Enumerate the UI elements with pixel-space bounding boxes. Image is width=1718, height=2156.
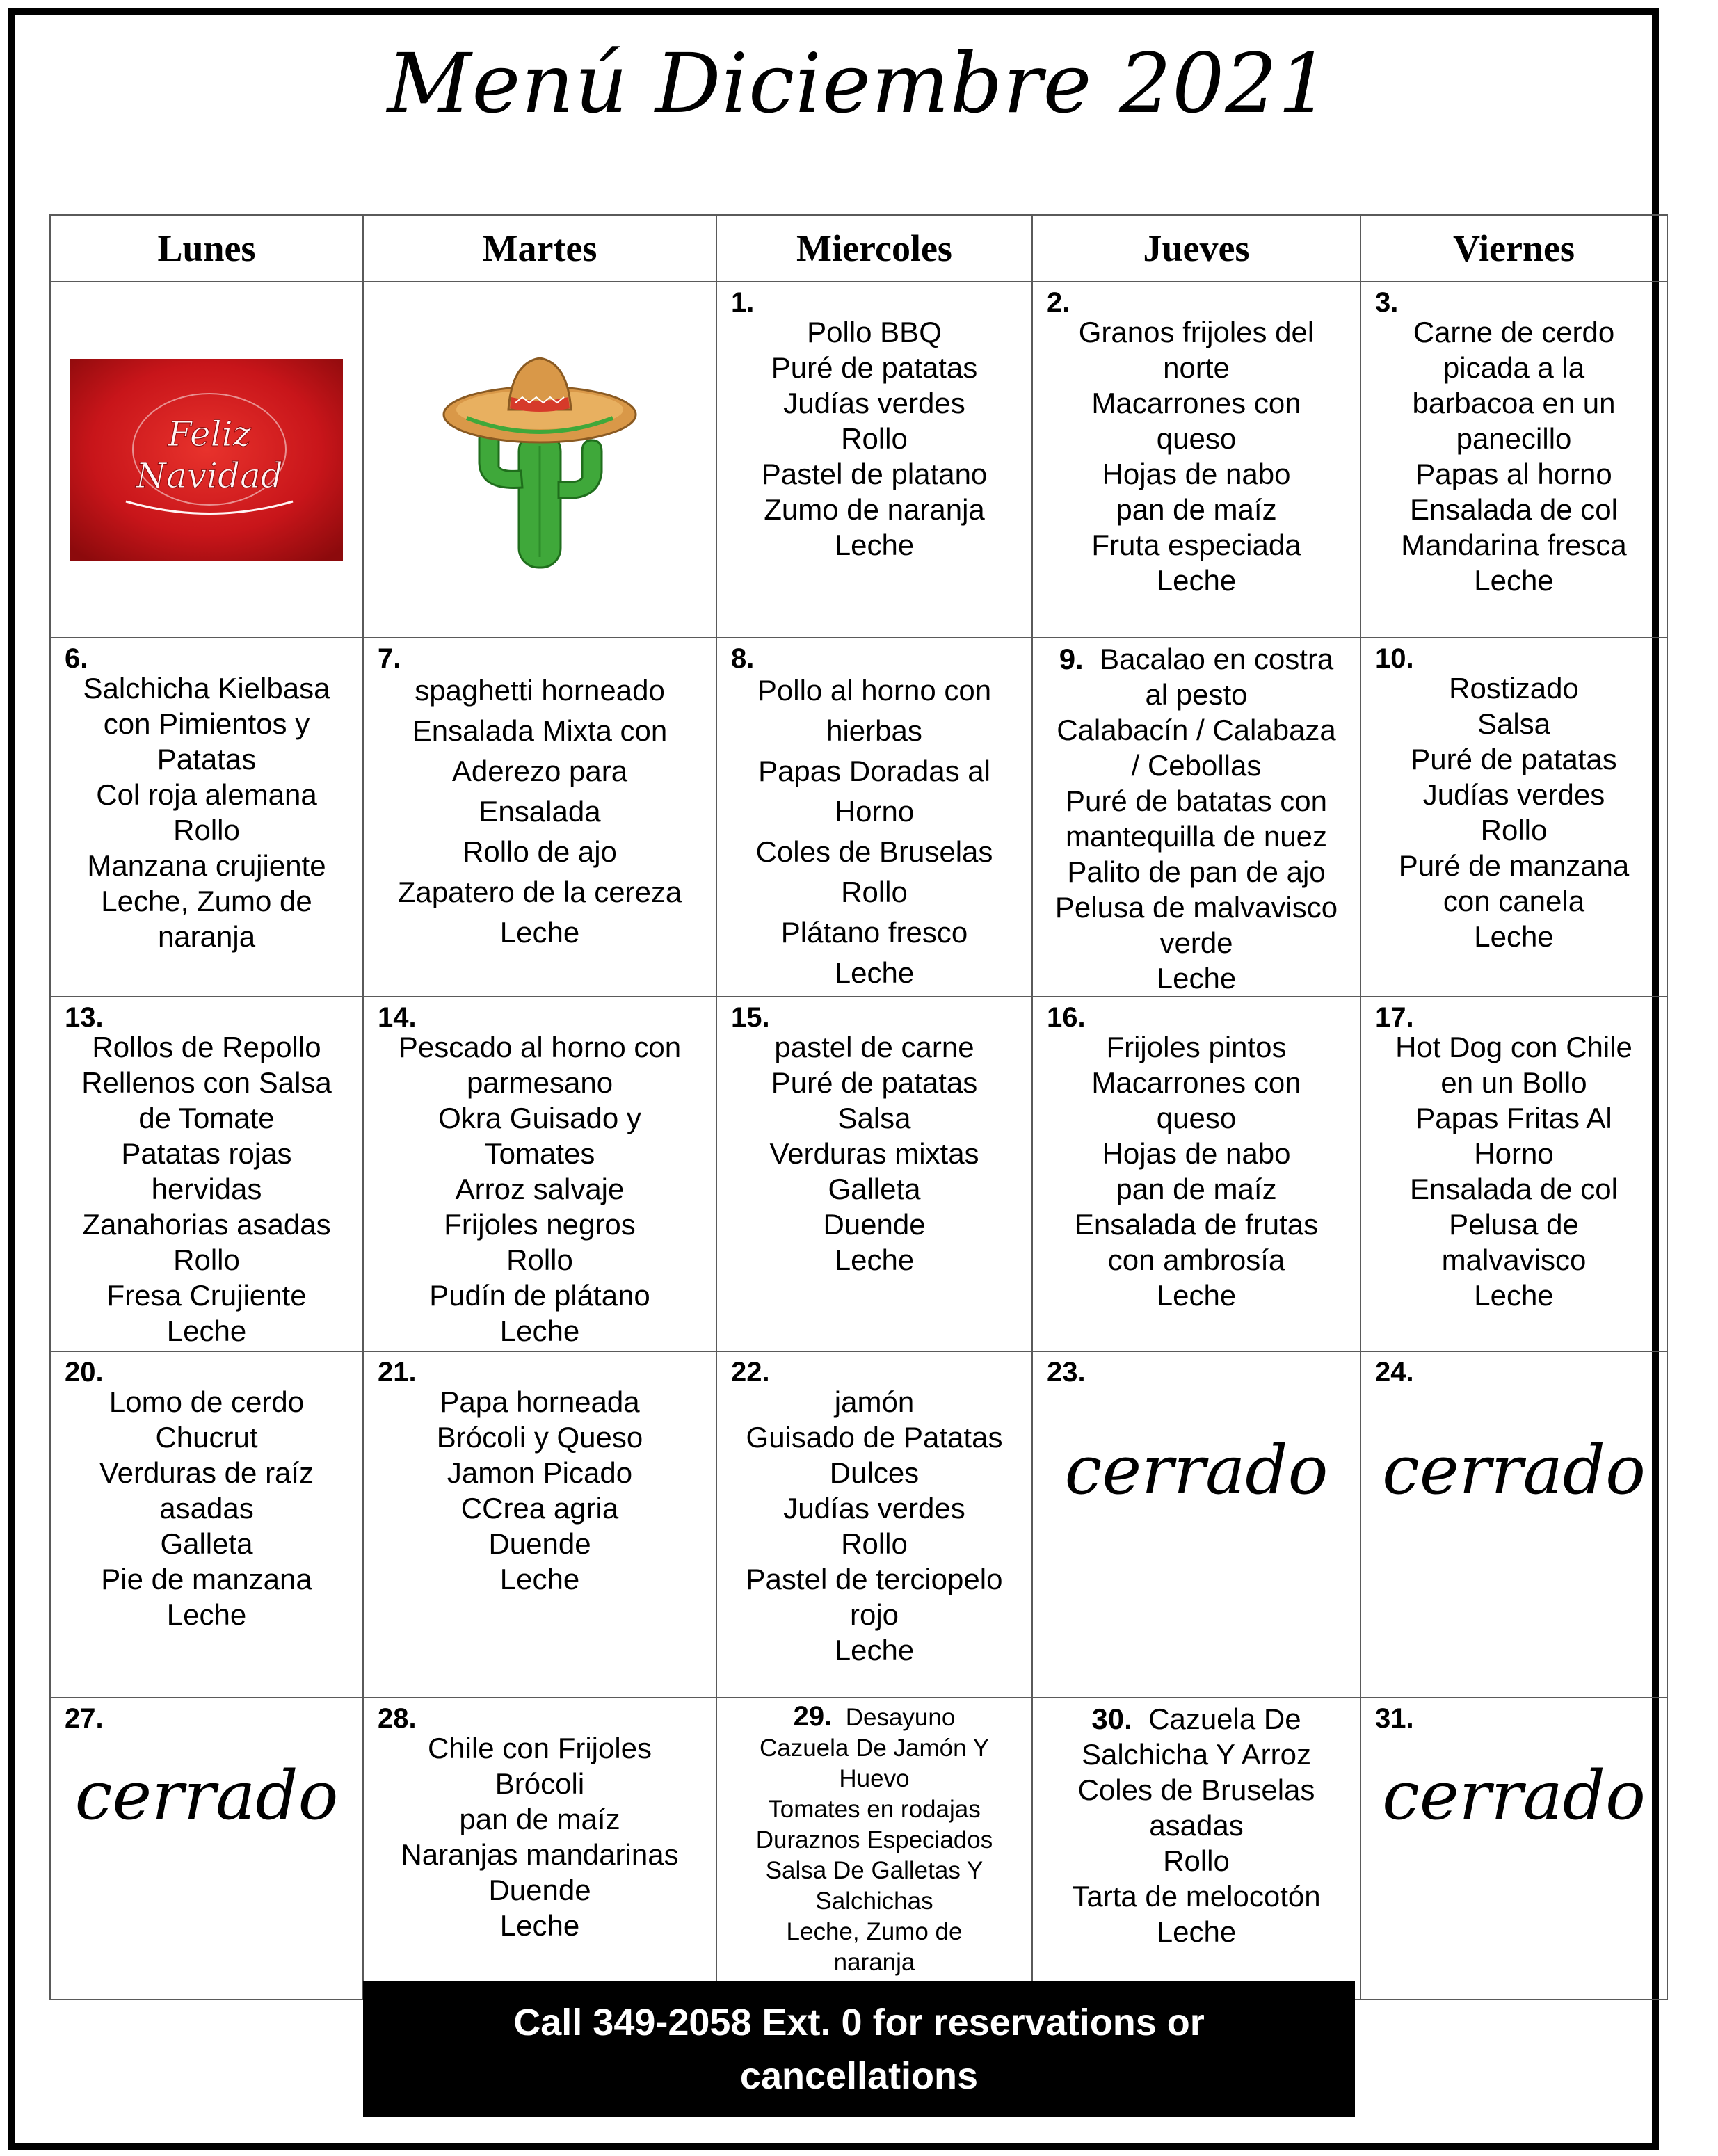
day-cell (363, 1698, 716, 2000)
menu-item: Cazuela De Jamón Y (759, 1735, 990, 1762)
menu-items (51, 1352, 362, 1632)
menu-item: queso (1156, 1102, 1237, 1134)
day-cell (50, 1698, 363, 2000)
menu-items (51, 997, 362, 1349)
weekday-header: Jueves (1032, 215, 1360, 282)
menu-items (1361, 997, 1667, 1313)
day-cell (50, 1351, 363, 1698)
menu-item: Ensalada de col (1410, 493, 1618, 526)
menu-item: Judías verdes (783, 387, 965, 419)
day-cell (50, 282, 363, 638)
menu-item: Puré de patatas (771, 1066, 978, 1099)
decorative-image (364, 282, 716, 637)
menu-item: Jamon Picado (447, 1456, 633, 1489)
menu-item: Rollos de Repollo (92, 1031, 321, 1063)
menu-item: Granos frijoles del (1078, 316, 1315, 348)
closed-label: cerrado (1382, 1757, 1646, 1835)
weekday-header: Martes (363, 215, 716, 282)
menu-items (1361, 282, 1667, 598)
day-cell (363, 1351, 716, 1698)
day-cell-content (1033, 1698, 1360, 1999)
menu-item: Leche (499, 916, 580, 949)
menu-item: Patatas rojas (121, 1137, 292, 1170)
menu-item: Rollo de ajo (463, 835, 617, 868)
weekday-header-row (50, 215, 1667, 282)
menu-item: picada a la (1443, 351, 1585, 384)
menu-item: Leche (499, 1314, 580, 1347)
menu-item: Rollo (506, 1244, 573, 1276)
day-cell (50, 997, 363, 1351)
menu-item: norte (1163, 351, 1230, 384)
menu-items (1033, 997, 1360, 1313)
menu-item: Bacalao en costra (1100, 643, 1334, 675)
menu-item: Puré de manzana (1398, 849, 1630, 882)
day-number: 9. (1059, 643, 1084, 675)
week-row (50, 1351, 1667, 1698)
day-cell-content (1361, 282, 1667, 637)
menu-item: Pastel de platano (761, 458, 988, 490)
menu-item: Verduras mixtas (769, 1137, 979, 1170)
menu-item: pan de maíz (1116, 1173, 1277, 1205)
weekday-header: Viernes (1360, 215, 1667, 282)
day-number: 13. (65, 1002, 104, 1033)
menu-item: Papas al horno (1415, 458, 1612, 490)
day-cell (716, 997, 1032, 1351)
menu-item: Galleta (828, 1173, 921, 1205)
sombrero-cactus-image (439, 348, 641, 571)
menu-item: Zumo de naranja (764, 493, 985, 526)
menu-item: Horno (834, 795, 915, 828)
day-number: 30. (1091, 1703, 1132, 1735)
menu-items (717, 1733, 1031, 1978)
weekday-header: Lunes (50, 215, 363, 282)
day-cell-content (717, 638, 1031, 996)
menu-items (1361, 638, 1667, 954)
day-cell-content (717, 997, 1031, 1351)
day-number: 10. (1375, 643, 1414, 674)
menu-item: pan de maíz (459, 1803, 620, 1835)
page-title: Menú Diciembre 2021 (387, 35, 1331, 131)
menu-item: hierbas (826, 714, 922, 747)
week-row (50, 997, 1667, 1351)
menu-item: Pollo al horno con (757, 674, 992, 707)
menu-item: barbacoa en un (1412, 387, 1616, 419)
menu-items (364, 1352, 716, 1597)
menu-item: jamón (834, 1385, 915, 1418)
menu-item: naranja (157, 920, 256, 953)
banner-line: cancellations (739, 2055, 979, 2097)
menu-item: rojo (849, 1598, 899, 1631)
menu-item: Salchicha Kielbasa (83, 672, 330, 705)
day-cell-content (1361, 1698, 1667, 1999)
menu-item: Salsa (1477, 707, 1551, 740)
decorative-image (51, 282, 362, 637)
day-number: 6. (65, 643, 88, 674)
day-cell (716, 1698, 1032, 2000)
day-cell-content (51, 1698, 362, 1999)
menu-item: Pastel de terciopelo (746, 1563, 1003, 1595)
menu-item: Puré de patatas (1411, 743, 1617, 775)
menu-item: panecillo (1456, 422, 1572, 455)
day-cell-content (1361, 997, 1667, 1351)
menu-items (51, 638, 362, 954)
menu-item: Puré de patatas (771, 351, 978, 384)
menu-item: en un Bollo (1440, 1066, 1587, 1099)
day-number: 22. (731, 1357, 770, 1387)
menu-item: Leche (1156, 962, 1237, 995)
menu-item: Duende (488, 1527, 591, 1560)
day-number: 8. (731, 643, 755, 674)
closed-label: cerrado (1064, 1431, 1328, 1509)
menu-item: Leche (166, 1598, 247, 1631)
menu-item: Tomates en rodajas (768, 1796, 981, 1823)
menu-item: Verduras de raíz (99, 1456, 314, 1489)
menu-item: Okra Guisado y (438, 1102, 641, 1134)
day-number: 1. (731, 287, 755, 318)
menu-item: Zanahorias asadas (82, 1208, 331, 1241)
menu-item: Fruta especiada (1091, 529, 1301, 561)
day-cell-content (364, 1698, 716, 1999)
menu-items (1033, 677, 1360, 996)
menu-item: Rollo (173, 1244, 240, 1276)
menu-items (364, 997, 716, 1349)
day-cell-content (51, 638, 362, 996)
menu-items (1033, 282, 1360, 598)
menu-item: Manzana crujiente (87, 849, 326, 882)
menu-item: Tomates (484, 1137, 595, 1170)
menu-item: Guisado de Patatas (746, 1421, 1003, 1454)
menu-item: asadas (1149, 1809, 1244, 1842)
menu-item: Cazuela De (1148, 1703, 1301, 1735)
menu-item: pan de maíz (1116, 493, 1277, 526)
menu-item: con ambrosía (1107, 1244, 1285, 1276)
day-cell-content (1033, 282, 1360, 637)
day-cell-content (717, 282, 1031, 637)
menu-item: Leche (1474, 564, 1554, 597)
day-number: 21. (378, 1357, 417, 1387)
menu-items (1033, 1737, 1360, 1949)
closed-label: cerrado (1382, 1431, 1646, 1509)
day-cell-content (364, 997, 716, 1351)
menu-item: / Cebollas (1131, 749, 1262, 782)
menu-item: Judías verdes (783, 1492, 965, 1525)
day-cell-content (51, 997, 362, 1351)
menu-item: Brócoli (495, 1767, 585, 1800)
day-cell-content (51, 1352, 362, 1697)
day-cell-content (1033, 997, 1360, 1351)
day-cell (363, 638, 716, 997)
weekday-header: Miercoles (716, 215, 1032, 282)
svg-text:Feliz: Feliz (168, 414, 251, 454)
menu-item: Patatas (156, 743, 257, 775)
day-cell-content (717, 1698, 1031, 1999)
menu-item: Zapatero de la cereza (397, 876, 682, 908)
day-cell-content (1033, 638, 1360, 996)
menu-item: Desayuno (845, 1704, 956, 1731)
menu-item: hervidas (151, 1173, 262, 1205)
day-cell (1360, 282, 1667, 638)
menu-items (364, 638, 716, 953)
menu-item: Leche (834, 529, 915, 561)
day-cell (50, 638, 363, 997)
menu-item: Salsa (837, 1102, 911, 1134)
day-cell (716, 1351, 1032, 1698)
day-cell (716, 638, 1032, 997)
menu-item: Fresa Crujiente (106, 1279, 307, 1312)
day-cell (1360, 1698, 1667, 2000)
day-number: 24. (1375, 1357, 1414, 1387)
day-cell-content (364, 638, 716, 996)
menu-item: Leche (1474, 920, 1554, 953)
menu-item: Leche (1156, 1279, 1237, 1312)
menu-item: Col roja alemana (96, 778, 317, 811)
menu-item: naranja (833, 1949, 915, 1976)
menu-item: Coles de Bruselas (1077, 1773, 1315, 1806)
menu-item: mantequilla de nuez (1066, 820, 1327, 853)
menu-item: al pesto (1145, 678, 1248, 711)
menu-item: queso (1156, 422, 1237, 455)
menu-item: con Pimientos y (103, 707, 310, 740)
day-header-line (717, 1698, 1031, 1733)
day-cell-content (1361, 1352, 1667, 1697)
day-cell (1360, 638, 1667, 997)
week-row (50, 638, 1667, 997)
menu-item: Puré de batatas con (1066, 785, 1327, 817)
menu-item: Macarrones con (1091, 1066, 1301, 1099)
day-number: 28. (378, 1703, 417, 1734)
day-number: 15. (731, 1002, 770, 1033)
menu-item: Leche (1156, 1915, 1237, 1948)
menu-item: Chile con Frijoles (427, 1732, 652, 1764)
menu-item: Rellenos con Salsa (81, 1066, 332, 1099)
menu-item: Mandarina fresca (1401, 529, 1627, 561)
day-cell (1032, 1351, 1360, 1698)
menu-item: Chucrut (155, 1421, 258, 1454)
day-cell (1360, 997, 1667, 1351)
menu-item: Rollo (1480, 814, 1548, 846)
menu-items (717, 997, 1031, 1278)
day-cell (1032, 1698, 1360, 2000)
menu-item: Rostizado (1449, 672, 1579, 705)
menu-item: Salchicha Y Arroz (1082, 1738, 1311, 1771)
menu-item: Palito de pan de ajo (1067, 855, 1326, 888)
day-cell-content (1361, 638, 1667, 996)
day-number: 20. (65, 1357, 104, 1387)
closed-label: cerrado (74, 1757, 339, 1835)
menu-item: Rollo (841, 1527, 908, 1560)
menu-item: Rollo (173, 814, 240, 846)
menu-item: Leche, Zumo de (101, 885, 312, 917)
menu-item: Pescado al horno con (398, 1031, 682, 1063)
menu-item: Papa horneada (440, 1385, 640, 1418)
day-number: 16. (1047, 1002, 1086, 1033)
day-number: 29. (793, 1701, 833, 1732)
menu-item: Judías verdes (1422, 778, 1605, 811)
menu-calendar (49, 214, 1668, 2000)
menu-items (717, 282, 1031, 563)
menu-items (364, 1698, 716, 1943)
menu-item: Leche (1156, 564, 1237, 597)
day-cell (1360, 1351, 1667, 1698)
menu-item: Macarrones con (1091, 387, 1301, 419)
menu-item: Huevo (839, 1765, 910, 1792)
day-cell (363, 282, 716, 638)
menu-item: Calabacín / Calabaza (1057, 714, 1336, 746)
menu-item: Pelusa de (1449, 1208, 1579, 1241)
menu-item: Lomo de cerdo (109, 1385, 305, 1418)
menu-item: Leche (1474, 1279, 1554, 1312)
menu-item: Plátano fresco (780, 916, 968, 949)
day-number: 14. (378, 1002, 417, 1033)
menu-item: Leche (834, 1634, 915, 1666)
menu-item: Duende (488, 1874, 591, 1906)
menu-item: con canela (1443, 885, 1585, 917)
day-header-line (1033, 1698, 1360, 1737)
menu-item: Pudín de plátano (429, 1279, 650, 1312)
menu-item: Aderezo para (451, 755, 628, 787)
menu-item: Dulces (829, 1456, 920, 1489)
day-cell (1032, 282, 1360, 638)
menu-item: Rollo (841, 876, 908, 908)
menu-item: Leche (834, 956, 915, 989)
menu-item: Hojas de nabo (1102, 1137, 1291, 1170)
day-number: 31. (1375, 1703, 1414, 1734)
menu-item: Coles de Bruselas (755, 835, 993, 868)
menu-item: Papas Doradas al (758, 755, 990, 787)
menu-item: Hot Dog con Chile (1395, 1031, 1632, 1063)
menu-item: Salsa De Galletas Y (765, 1857, 984, 1884)
menu-item: Pelusa de malvavisco (1054, 891, 1338, 924)
menu-item: Ensalada Mixta con (412, 714, 668, 747)
week-row (50, 1698, 1667, 2000)
menu-item: CCrea agria (460, 1492, 619, 1525)
menu-item: Leche (834, 1244, 915, 1276)
menu-item: Horno (1474, 1137, 1554, 1170)
menu-item: Papas Fritas Al (1415, 1102, 1612, 1134)
day-cell-content (1033, 1352, 1360, 1697)
menu-item: Pollo BBQ (807, 316, 942, 348)
day-number: 27. (65, 1703, 104, 1734)
reservation-banner (363, 1981, 1355, 2117)
menu-item: Rollo (1163, 1844, 1230, 1877)
menu-item: Frijoles pintos (1106, 1031, 1287, 1063)
banner-line: Call 349-2058 Ext. 0 for reservations or (513, 2002, 1205, 2043)
day-cell (716, 282, 1032, 638)
day-cell-content (364, 1352, 716, 1697)
feliz-navidad-image (70, 359, 343, 561)
menu-item: verde (1159, 926, 1233, 959)
menu-item: Leche (166, 1314, 247, 1347)
day-cell (1032, 997, 1360, 1351)
menu-item: Pie de manzana (101, 1563, 312, 1595)
menu-item: pastel de carne (774, 1031, 974, 1063)
menu-item: Duende (823, 1208, 926, 1241)
menu-items (717, 1352, 1031, 1668)
menu-item: malvavisco (1441, 1244, 1587, 1276)
menu-item: Duraznos Especiados (755, 1826, 993, 1853)
menu-item: Arroz salvaje (455, 1173, 625, 1205)
menu-item: Tarta de melocotón (1072, 1880, 1321, 1913)
day-cell (1032, 638, 1360, 997)
menu-item: Salchichas (815, 1888, 933, 1915)
day-number: 3. (1375, 287, 1399, 318)
menu-item: Ensalada de frutas (1074, 1208, 1319, 1241)
menu-item: Ensalada de col (1410, 1173, 1618, 1205)
menu-item: Naranjas mandarinas (401, 1838, 679, 1871)
menu-item: de Tomate (138, 1102, 275, 1134)
svg-text:Navidad: Navidad (136, 456, 283, 496)
menu-item: Leche, Zumo de (786, 1918, 963, 1945)
menu-item: Leche (499, 1563, 580, 1595)
menu-item: asadas (159, 1492, 254, 1525)
day-cell-content (51, 282, 362, 637)
menu-item: Galleta (160, 1527, 253, 1560)
menu-item: Leche (499, 1909, 580, 1942)
menu-item: Hojas de nabo (1102, 458, 1291, 490)
menu-item: Frijoles negros (444, 1208, 636, 1241)
week-row (50, 282, 1667, 638)
menu-item: Ensalada (479, 795, 601, 828)
day-number: 2. (1047, 287, 1070, 318)
menu-item: spaghetti horneado (415, 674, 665, 707)
menu-item: Rollo (841, 422, 908, 455)
menu-item: parmesano (466, 1066, 613, 1099)
day-number: 17. (1375, 1002, 1414, 1033)
menu-item: Carne de cerdo (1413, 316, 1615, 348)
day-number: 23. (1047, 1357, 1086, 1387)
menu-items (717, 638, 1031, 993)
day-number: 7. (378, 643, 401, 674)
menu-item: Brócoli y Queso (436, 1421, 643, 1454)
day-cell-content (717, 1352, 1031, 1697)
day-header-line (1033, 638, 1360, 677)
day-cell-content (364, 282, 716, 637)
day-cell (363, 997, 716, 1351)
